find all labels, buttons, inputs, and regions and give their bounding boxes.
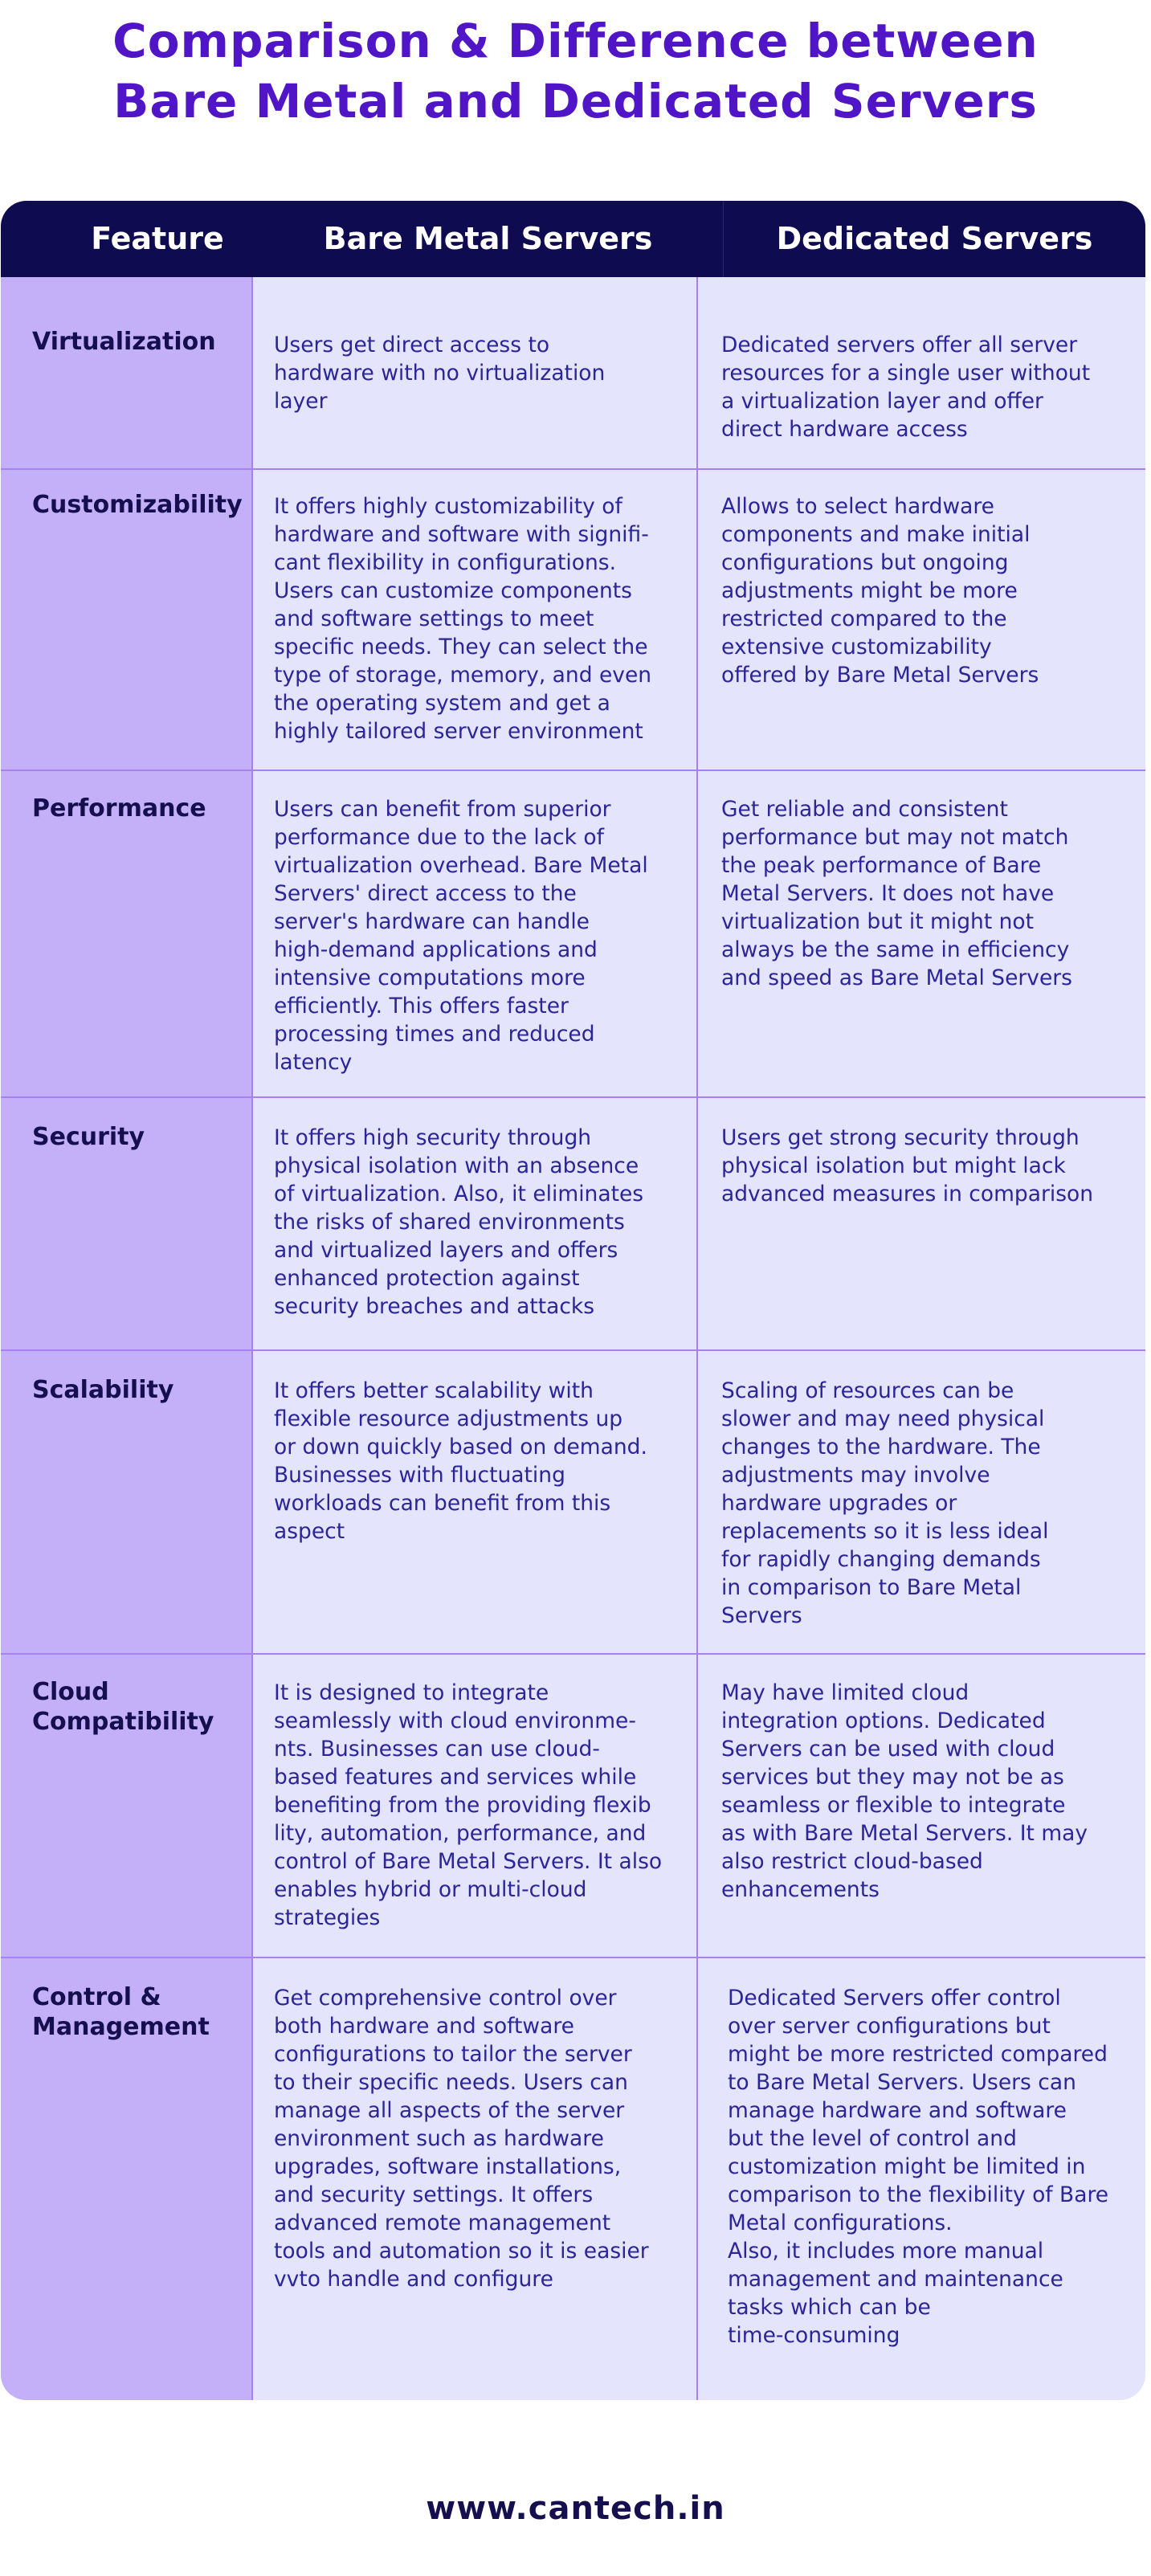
- bare-metal-cell: Get comprehensive control over both hardware and software configurations to tailor the server to their specific needs. Users can manage all aspects of the server environment such as hardware upgrades, software installations, and security settings. It offers advanced remote management tools and automation so it is easier vvto handle and configure: [274, 1986, 649, 2292]
- feature-label: Performance: [32, 794, 206, 823]
- feature-label: Cloud Compatibility: [32, 1678, 214, 1736]
- dedicated-cell: Scaling of resources can be slower and may need physical changes to the hardware. The adjustments may involve hardware upgrades or replacements so it is less ideal for rapidly changing demands in comparison to Bare Metal Servers: [721, 1378, 1049, 1628]
- header-feature: Feature: [91, 221, 224, 256]
- bare-metal-cell: It offers highly customizability of hardware and software with signifi- cant flexibility in configurations. Users can customize components and software settings to meet specific needs. They can select the type of storage, memory, and even the operating system and get a highly tailored server environment: [274, 494, 652, 744]
- table-row: [1, 1958, 1145, 2400]
- dedicated-cell: Users get strong security through physical isolation but might lack advanced measures in comparison: [721, 1125, 1094, 1206]
- dedicated-cell: Get reliable and consistent performance but may not match the peak performance of Bare Metal Servers. It does not have virtualization but it might not always be the same in efficiency and speed as Bare Metal Servers: [721, 797, 1072, 990]
- feature-label: Customizability: [32, 491, 243, 519]
- page-title-line-1: Comparison & Difference between: [112, 14, 1039, 68]
- dedicated-cell: Dedicated servers offer all server resources for a single user without a virtualization layer and offer direct hardware access: [721, 333, 1091, 442]
- table-row: [1, 1351, 1145, 1655]
- footer-url: www.cantech.in: [426, 2490, 725, 2527]
- dedicated-cell: Dedicated Servers offer control over server configurations but might be more restricted compared to Bare Metal Servers. Users can manage hardware and software but the level of control and customization might be limited in comparison to the flexibility of Bare Metal configurations. Also, it includes more manual management and maintenance tasks which can be time-consuming: [728, 1986, 1109, 2348]
- feature-label: Control & Management: [32, 1983, 210, 2041]
- header-bare-metal: Bare Metal Servers: [323, 221, 653, 256]
- feature-label: Virtualization: [32, 328, 216, 356]
- header-dedicated: Dedicated Servers: [776, 221, 1093, 256]
- bare-metal-cell: It is designed to integrate seamlessly with cloud environme- nts. Businesses can use cloud- based features and services while benefiting from the providing flexib lity, automation, performance, and control of Bare Metal Servers. It also enables hybrid or multi-cloud strategies: [274, 1680, 663, 1930]
- feature-label: Security: [32, 1123, 145, 1151]
- bare-metal-cell: Users can benefit from superior performance due to the lack of virtualization overhead. Bare Metal Servers' direct access to the server's hardware can handle high-demand applications and intensive computations more efficiently. This offers faster processing times and reduced latency: [274, 797, 648, 1075]
- dedicated-cell: May have limited cloud integration options. Dedicated Servers can be used with cloud services but they may not be as seamless or flexible to integrate as with Bare Metal Servers. It may also restrict cloud-based enhancements: [721, 1680, 1088, 1902]
- table-header: [1, 201, 1145, 277]
- table-row: [1, 1655, 1145, 1958]
- table-row: [1, 1098, 1145, 1351]
- table-row: [1, 470, 1145, 771]
- page-title: [0, 11, 1151, 132]
- bare-metal-cell: It offers better scalability with flexible resource adjustments up or down quickly based on demand. Businesses with fluctuating workloads can benefit from this aspect: [274, 1378, 647, 1544]
- page-title-line-2: Bare Metal and Dedicated Servers: [113, 74, 1038, 129]
- feature-label: Scalability: [32, 1376, 174, 1404]
- table-row: [1, 277, 1145, 470]
- bare-metal-cell: It offers high security through physical isolation with an absence of virtualization. Also, it eliminates the risks of shared environments and virtualized layers and offers enhanced protection against security breaches and attacks: [274, 1125, 644, 1319]
- table-row: [1, 771, 1145, 1098]
- comparison-table: [1, 201, 1145, 2400]
- dedicated-cell: Allows to select hardware components and make initial configurations but ongoing adjustments might be more restricted compared to the extensive customizability offered by Bare Metal Servers: [721, 494, 1039, 688]
- bare-metal-cell: Users get direct access to hardware with no virtualization layer: [274, 333, 606, 414]
